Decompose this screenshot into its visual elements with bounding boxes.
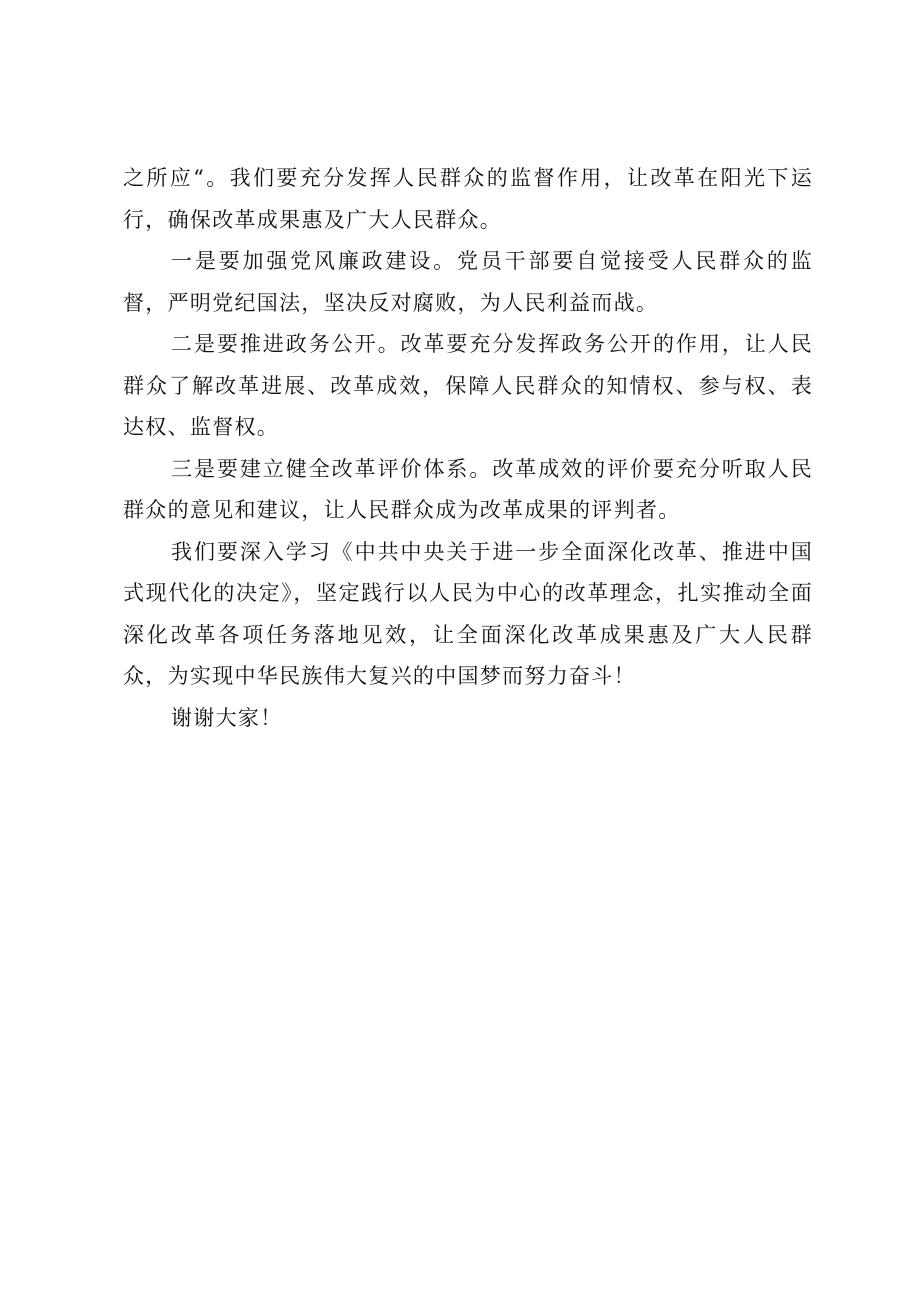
paragraph-point-three: 三是要建立健全改革评价体系。改革成效的评价要充分听取人民群众的意见和建议，让人民群众成为改革成果的评判者。: [123, 456, 813, 522]
paragraph-point-one: 一是要加强党风廉政建设。党员干部要自觉接受人民群众的监督，严明党纪国法，坚决反对腐败，为人民利益而战。: [123, 249, 813, 315]
paragraph-point-two: 二是要推进政务公开。改革要充分发挥政务公开的作用，让人民群众了解改革进展、改革成效，保障人民群众的知情权、参与权、表达权、监督权。: [123, 332, 813, 439]
paragraph-conclusion: 我们要深入学习《中共中央关于进一步全面深化改革、推进中国式现代化的决定》，坚定践行以人民为中心的改革理念，扎实推动全面深化改革各项任务落地见效，让全面深化改革成果惠及广大人民群众，为实现中华民族伟大复兴的中国梦而努力奋斗！: [123, 539, 813, 688]
document-body: [123, 158, 813, 739]
paragraph-thanks: 谢谢大家！: [171, 705, 283, 730]
paragraph-continuation: 之所应“。我们要充分发挥人民群众的监督作用，让改革在阳光下运行，确保改革成果惠及广大人民群众。: [123, 166, 813, 232]
